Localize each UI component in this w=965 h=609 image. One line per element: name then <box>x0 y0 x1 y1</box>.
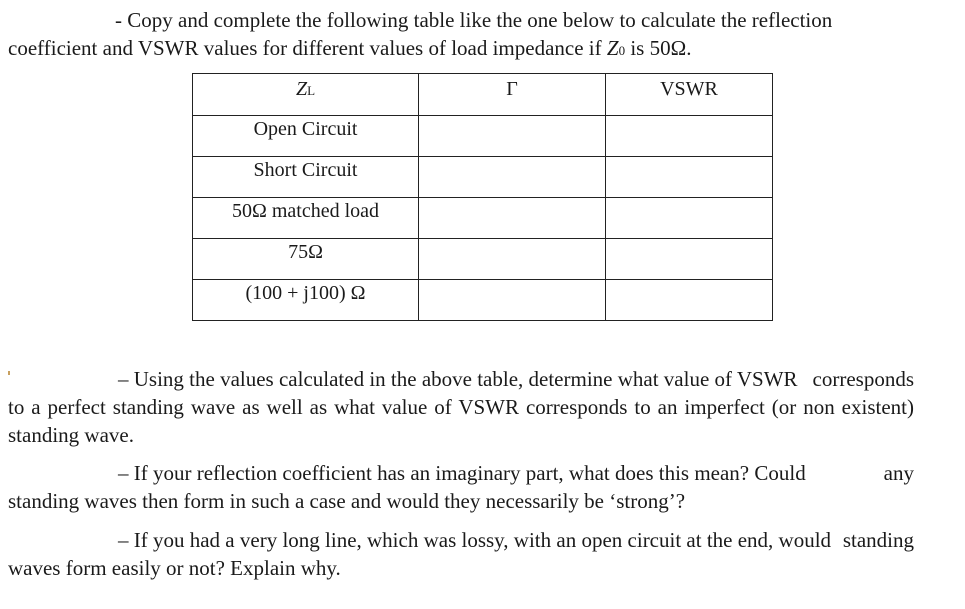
z0-symbol: Z <box>606 36 619 60</box>
zl-symbol: Z <box>295 78 308 100</box>
load-cell: (100 + j100) Ω <box>193 280 419 321</box>
question-3-first-line: – If you had a very long line, which was lossy, with an open circuit at the end, would <box>118 528 832 552</box>
table-row <box>193 280 773 321</box>
intro-line-2 <box>8 34 914 65</box>
gamma-cell[interactable] <box>419 198 606 239</box>
vswr-cell[interactable] <box>606 157 773 198</box>
zl-subscript: L <box>307 83 316 98</box>
question-2 <box>8 459 914 515</box>
z0-subscript: 0 <box>618 43 626 58</box>
question-1 <box>8 365 914 449</box>
vswr-cell[interactable] <box>606 280 773 321</box>
gamma-cell[interactable] <box>419 239 606 280</box>
gamma-cell[interactable] <box>419 116 606 157</box>
question-2-first-line: – If your reflection coefficient has an imaginary part, what does this mean? Could <box>118 461 806 485</box>
table-row <box>193 198 773 239</box>
intro-line-2-end: is 50Ω. <box>625 36 692 60</box>
question-3 <box>8 526 914 582</box>
intro-line-2-text: coefficient and VSWR values for different values of load impedance if <box>8 36 607 60</box>
table-row <box>193 116 773 157</box>
load-cell: Short Circuit <box>193 157 419 198</box>
table-row <box>193 157 773 198</box>
load-cell: 50Ω matched load <box>193 198 419 239</box>
calculation-table <box>192 73 773 321</box>
load-cell: 75Ω <box>193 239 419 280</box>
gamma-cell[interactable] <box>419 157 606 198</box>
load-cell: Open Circuit <box>193 116 419 157</box>
intro-line-1 <box>8 6 965 34</box>
question-2-rest: any standing waves then form in such a case and would they necessarily be ‘strong’? <box>8 461 914 513</box>
vswr-cell[interactable] <box>606 198 773 239</box>
question-3-rest: standing waves form easily or not? Explain why. <box>8 528 914 580</box>
header-vswr: VSWR <box>606 74 773 116</box>
gamma-cell[interactable] <box>419 280 606 321</box>
header-gamma: Γ <box>419 74 606 116</box>
question-1-first-line: – Using the values calculated in the above table, determine what value of VSWR <box>118 367 798 391</box>
question-1-rest: corresponds to a perfect standing wave as well as what value of VSWR corresponds to an imperfect (or non existent) standing wave. <box>8 367 914 447</box>
vswr-cell[interactable] <box>606 239 773 280</box>
table-row <box>193 239 773 280</box>
vswr-cell[interactable] <box>606 116 773 157</box>
intro-line-1-text: - Copy and complete the following table like the one below to calculate the reflection <box>115 8 833 32</box>
table-header-row <box>193 74 773 116</box>
header-zl <box>193 74 419 116</box>
